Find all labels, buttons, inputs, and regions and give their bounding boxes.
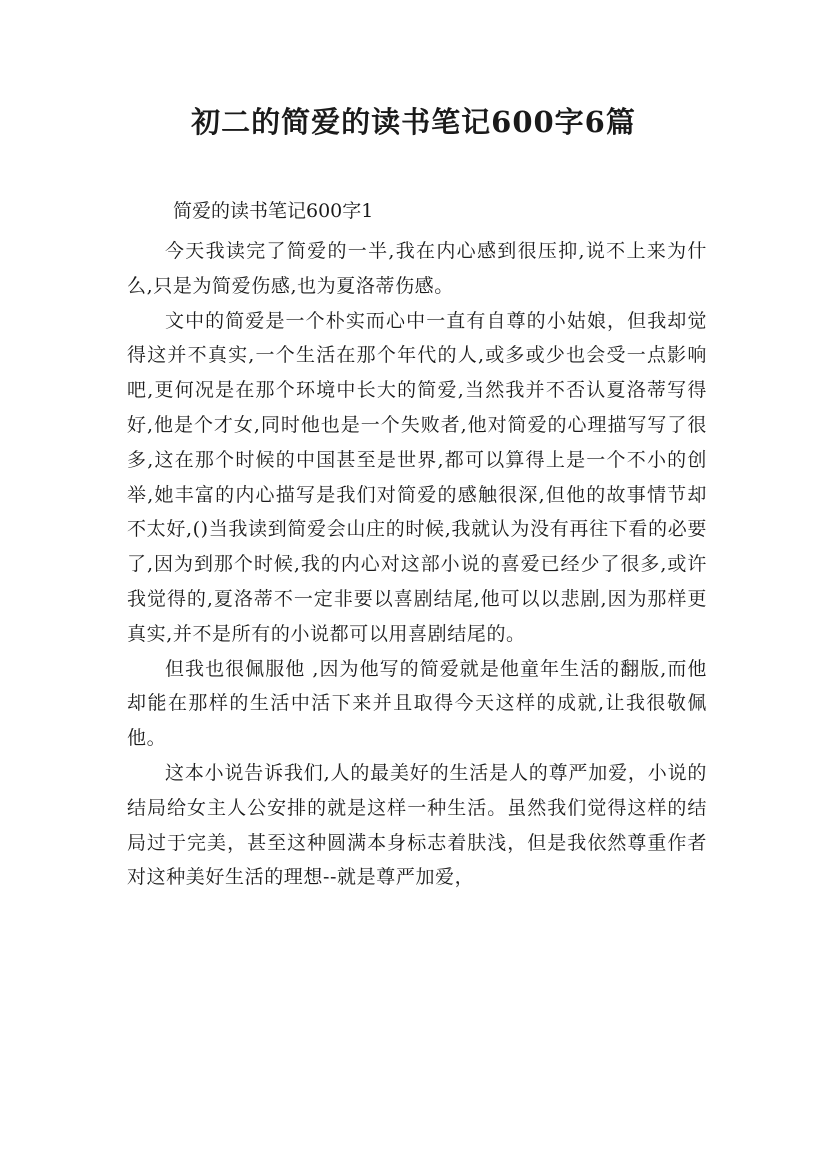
section-heading: 简爱的读书笔记600字1 [173,200,374,222]
document-title: 初二的简爱的读书笔记600字6篇 [191,105,636,139]
paragraph: 文中的简爱是一个朴实而心中一直有自尊的小姑娘，但我却觉得这并不真实,一个生活在那个年代的人,或多或少也会受一点影响吧,更何况是在那个环境中长大的简爱,当然我并不否认夏洛蒂写得好,他是个才女,同时他也是一个失败者,他对简爱的心理描写写了很多,这在那个时候的中国甚至是世界,都可以算得上是一个不小的创举,她丰富的内心描写是我们对简爱的感触很深,但他的故事情节却不太好,()当我读到简爱会山庄的时候,我就认为没有再往下看的必要了,因为到那个时候,我的内心对这部小说的喜爱已经少了很多,或许我觉得的,夏洛蒂不一定非要以喜剧结尾,他可以以悲剧,因为那样更真实,并不是所有的小说都可以用喜剧结尾的。 [127,309,707,645]
paragraph: 但我也很佩服他 ,因为他写的简爱就是他童年生活的翻版,而他却能在那样的生活中活下来并且取得今天这样的成就,让我很敬佩他。 [127,657,707,750]
paragraph: 今天我读完了简爱的一半,我在内心感到很压抑,说不上来为什么,只是为简爱伤感,也为夏洛蒂伤感。 [127,240,707,297]
paragraph: 这本小说告诉我们,人的最美好的生活是人的尊严加爱，小说的结局给女主人公安排的就是这样一种生活。虽然我们觉得这样的结局过于完美，甚至这种圆满本身标志着肤浅，但是我依然尊重作者对这种美好生活的理想--就是尊严加爱， [127,761,707,889]
body-text [127,234,707,895]
